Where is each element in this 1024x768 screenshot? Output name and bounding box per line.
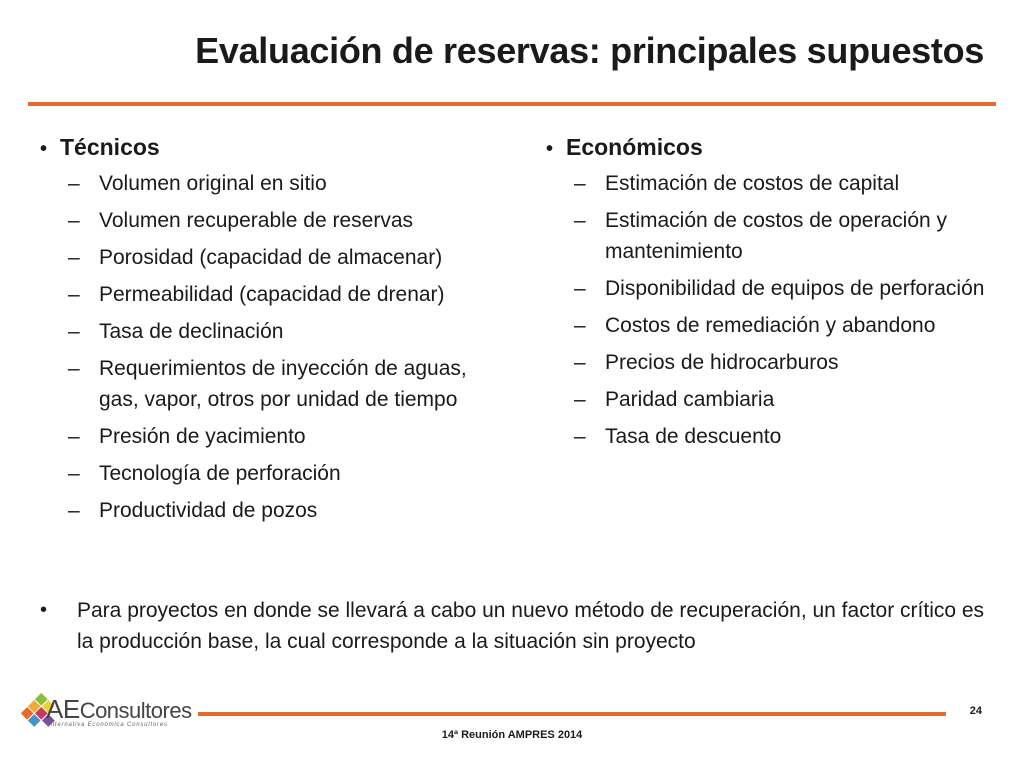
economic-heading-item [546,134,996,161]
list-item [574,168,996,199]
list-item-text: Productividad de pozos [99,499,318,522]
dash-icon: – [574,314,586,337]
dash-icon: – [574,425,586,448]
list-item [68,205,500,236]
dash-icon: – [68,425,80,448]
logo-tagline: Alternativa Económica Consultores [48,722,168,728]
dash-icon: – [574,388,586,411]
list-item-text: Precios de hidrocarburos [605,351,839,374]
dash-icon: – [68,320,80,343]
list-item [574,273,996,304]
list-item-text: Requerimientos de inyección de aguas, gas, vapor, otros por unidad de tiempo [99,357,467,411]
dash-icon: – [574,351,586,374]
bottom-note [40,595,990,657]
bullet-icon: • [546,138,554,160]
list-item-text: Tasa de descuento [605,425,782,448]
technical-column [40,134,500,532]
list-item-text: Porosidad (capacidad de almacenar) [99,246,443,269]
list-item-text: Disponibilidad de equipos de perforación [605,277,985,300]
technical-heading: Técnicos [60,134,160,160]
list-item [68,495,500,526]
list-item-text: Tasa de declinación [99,320,284,343]
list-item [68,242,500,273]
list-item [68,316,500,347]
logo-name-ae: AE [46,694,80,724]
list-item [68,353,500,415]
page-number: 24 [969,705,982,717]
dash-icon: – [68,283,80,306]
list-item-text: Estimación de costos de operación y mantenimiento [605,209,948,263]
dash-icon: – [68,209,80,232]
economic-column [546,134,996,458]
list-item-text: Tecnología de perforación [99,462,341,485]
list-item-text: Volumen original en sitio [99,172,327,195]
list-item-text: Paridad cambiaria [605,388,775,411]
list-item [574,310,996,341]
bottom-note-text: Para proyectos en donde se llevará a cabo un nuevo método de recuperación, un factor crítico es la producción base, la cual corresponde a la situación sin proyecto [77,599,985,653]
list-item-text: Volumen recuperable de reservas [99,209,414,232]
list-item [574,421,996,452]
logo-name [46,694,192,725]
dash-icon: – [68,246,80,269]
technical-list [40,168,500,526]
dash-icon: – [574,209,586,232]
list-item-text: Costos de remediación y abandono [605,314,936,337]
logo-name-rest: Consultores [79,698,192,723]
list-item [68,421,500,452]
slide-title: Evaluación de reservas: principales supuestos [195,30,984,71]
dash-icon: – [574,172,586,195]
dash-icon: – [68,357,80,380]
list-item [574,205,996,267]
list-item-text: Estimación de costos de capital [605,172,900,195]
list-item [574,384,996,415]
dash-icon: – [68,172,80,195]
list-item [68,168,500,199]
bullet-icon: • [40,599,48,621]
list-item [68,279,500,310]
list-item-text: Permeabilidad (capacidad de drenar) [99,283,445,306]
dash-icon: – [574,277,586,300]
bullet-icon: • [40,138,48,160]
technical-heading-item [40,134,500,161]
footer-event: 14ª Reunión AMPRES 2014 [441,729,583,741]
list-item [574,347,996,378]
economic-heading: Económicos [566,134,703,160]
footer-divider [198,712,946,716]
list-item [68,458,500,489]
dash-icon: – [68,499,80,522]
title-divider [28,102,996,106]
list-item-text: Presión de yacimiento [99,425,306,448]
dash-icon: – [68,462,80,485]
economic-list [546,168,996,452]
